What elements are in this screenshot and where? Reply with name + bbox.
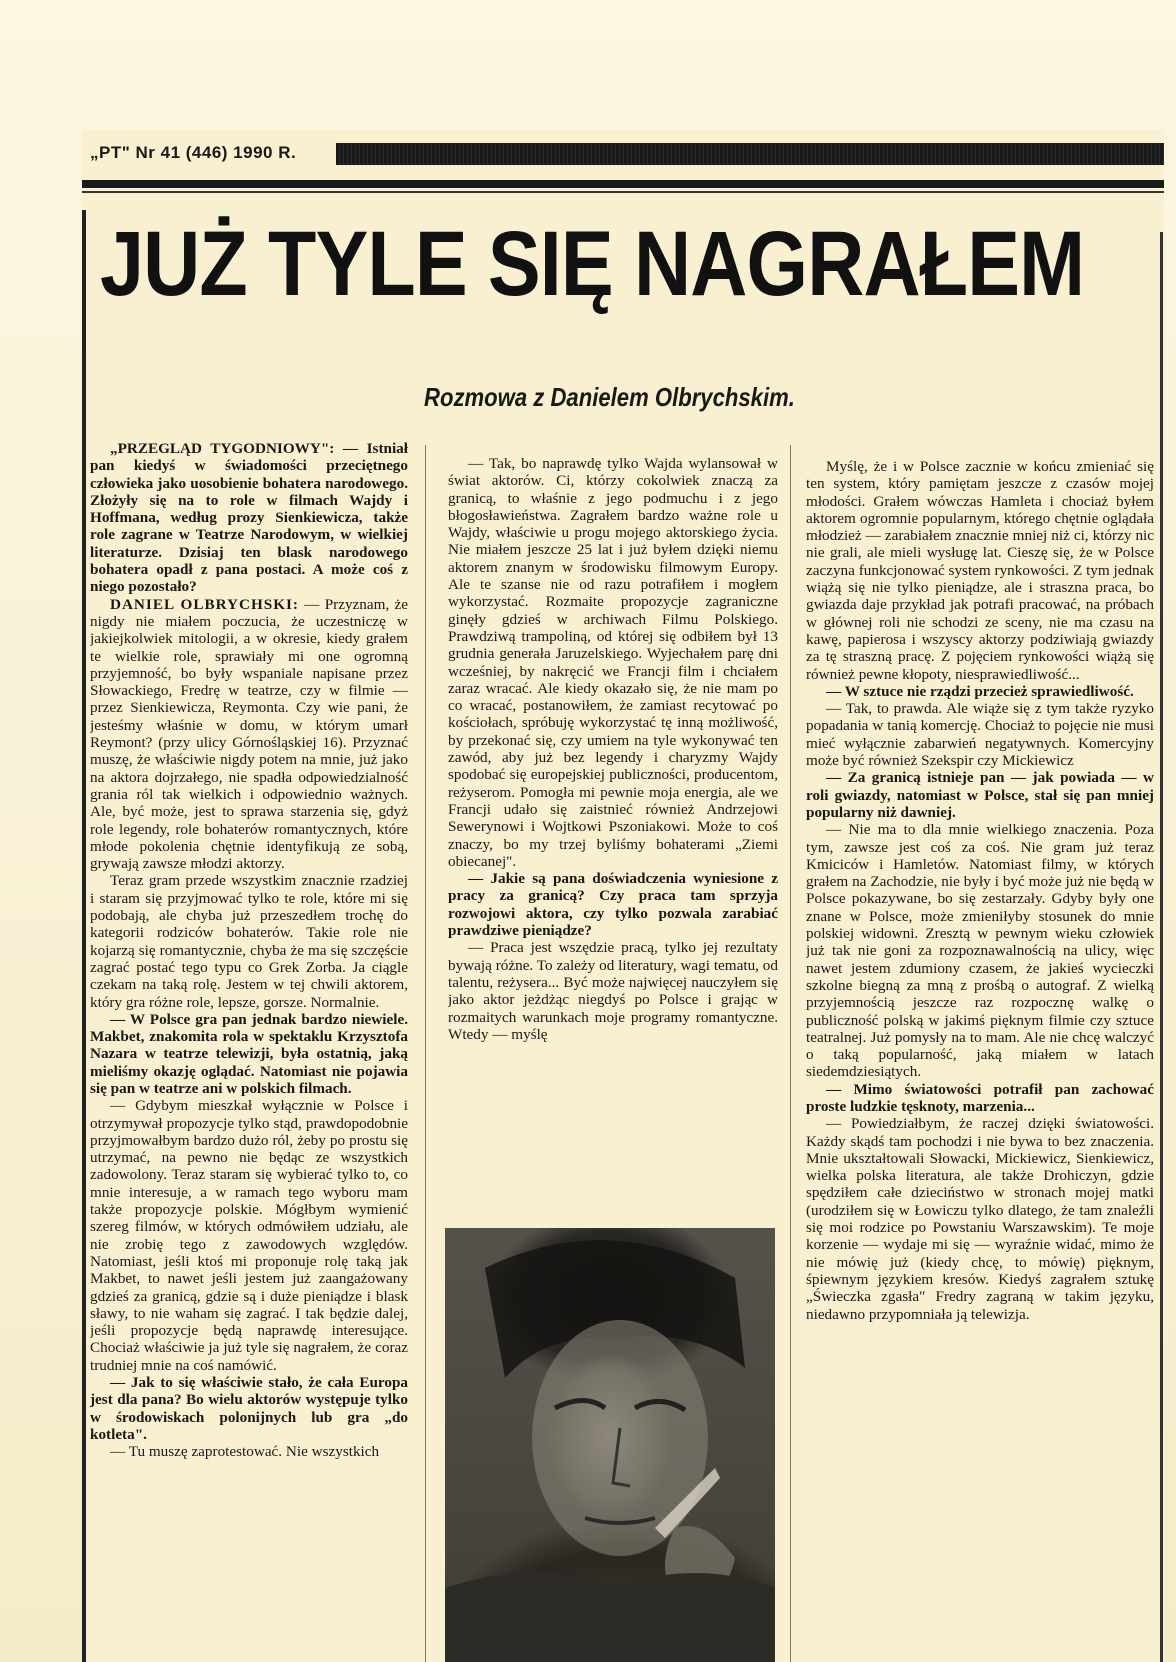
answer-4: — Praca jest wszędzie pracą, tylko jej rezultaty bywają różne. To zależy od literatury, wagi tematu, od talentu, reżysera... Być może najwięcej nauczyłem się jako aktor jeżdżąc niegdyś po Polsce i grając w rozmaitych warunkach moje programy romantyczne. Wtedy — myślę [448,939,778,1043]
speaker-name: DANIEL OLBRYCHSKI: [110,595,299,613]
question-7: — Mimo światowości potrafił pan zachować proste ludzkie tęsknoty, marzenia... [806,1080,1154,1115]
issue-line: „PT" Nr 41 (446) 1990 R. [90,143,297,162]
portrait-photo [445,1228,775,1662]
answer-5: — Tak, to prawda. Ale wiąże się z tym także ryzyko popadania w tanią komercję. Chociaż to pojęcie nie musi mieć wyłącznie zabarwień negatywnych. Komercyjny może być również Szekspir czy Mickiewicz [806,700,1154,770]
question-6: — Za granicą istnieje pan — jak powiada — w roli gwiazdy, natomiast w Polsce, stał się pan mniej popularny niż dawniej. [806,769,1154,821]
answer-6: — Nie ma to dla mnie wielkiego znaczenia. Poza tym, zawsze jest coś za coś. Nie gram już teraz Kmiciców i Hamletów. Natomiast filmy, w których grałem na Zachodzie, nie były i być może już nie będą w Polsce pokazywane, bo się zestarzały. Gdyby były one znane w Polsce, może zmieniłyby stosunek do mnie polskiej widowni. Zresztą w pewnym wieku człowiek już tak nie goni za rozpoznawalnością na ulicy, więc nawet jestem zdumiony czasem, że jakieś wycieczki szkolne biegną za mną z prośbą o autograf. Z wielką przyjemnością jeszcze raz rozpocznę walkę o publiczność polską w jakimś pięknym filmie czy sztuce teatralnej. Już pomysły na to mam. Ale nie chcę walczyć o taką popularność, jaką miałem w latach siedemdziesiątych. [806,821,1154,1081]
column-1 [90,440,408,1662]
question-4: — Jakie są pana doświadczenia wyniesione z pracy za granicą? Czy praca tam sprzyja rozwojowi aktora, czy tylko pozwala zarabiać prawdziwe pieniądze? [448,870,778,940]
answer-3: — Tu muszę zaprotestować. Nie wszystkich [110,1443,380,1461]
answer-7: — Powiedziałbym, że raczej dzięki światowości. Każdy skądś tam pochodzi i nie bywa to bez znaczenia. Mnie ukształtowali Słowacki, Mickiewicz, Sienkiewicz, wielka polska literatura, ale także Drohiczyn, gdzie spędziłem całe dzieciństwo w stronach mojej matki (urodziłem się w Łowiczu tylko dlatego, że tam znaleźli się moi rodzice po Powstaniu Warszawskim). Te moje korzenie — wydaje mi się — wyraźnie widać, mimo że nie mówię już (kiedy chcę, to mówię) pięknym, śpiewnym językiem kresów. Kiedyś zagrałem sztukę „Świeczka zgasła" Fredry zagraną w takim języku, niedawno przypomniała ją telewizja. [806,1115,1154,1323]
answer-1 [90,596,408,873]
article-headline: JUŻ TYLE SIĘ NAGRAŁEM [100,213,1085,315]
column-3 [806,458,1154,1662]
answer-2: — Gdybym mieszkał wyłącznie w Polsce i otrzymywał propozycje tylko stąd, prawdopodobnie przyjmowałbym bardzo dużo ról, żeby po prostu się utrzymać, na pewno nie będąc ze wszystkich zadowolony. Teraz staram się wybierać tylko to, co mnie interesuje, a w ramach tego wyboru mam także propozycje polskie. Mógłbym wymienić szereg filmów, w których odmówiłem udziału, ale nie zrobię tego z zawodowych względów. Natomiast, jeśli ktoś mi proponuje rolę taką jak Makbet, to nawet jeśli jestem już zaangażowany gdzieś za granicą, gdzie są i duże pieniądze i blask sławy, to nie waham się zagrać. I tak będzie dalej, jeśli propozycje będą naprawdę interesujące. Chociaż właściwie ja już tyle się nagrałem, że coraz trudniej mnie na coś namówić. [90,1097,408,1374]
column-divider [425,445,426,1662]
column-divider [790,445,791,1662]
right-border-rule [1160,232,1163,1662]
question-1: „PRZEGLĄD TYGODNIOWY": — Istniał pan kiedyś w świadomości przeciętnego człowieka jako uosobienie bohatera narodowego. Złożyły się na to role w filmach Wajdy i Hoffmana, według prozy Sienkiewicza, także role zagrane w Teatrze Narodowym, w wielkiej literaturze. Dzisiaj ten blask narodowego bohatera opadł z pana postaci. A może coś z niego pozostało? [90,440,408,596]
top-rule-thin [82,191,1164,193]
left-border-rule [82,210,86,1662]
column-2 [448,455,778,1217]
answer-3b: — Tak, bo naprawdę tylko Wajda wylansował w świat aktorów. Ci, którzy cokolwiek znaczą za granicą, to właśnie z jego podmuchu i z jego błogosławieństwa. Zagrałem bardzo ważne role u Wajdy, właściwie u progu mojego aktorskiego życia. Nie miałem jeszcze 25 lat i już byłem dzięki niemu aktorem znanym w środowisku filmowym Europy. Ale te szanse nie od razu potrafiłem i mogłem wykorzystać. Rozmaite propozycje zagraniczne ginęły gdzieś w archiwach Filmu Polskiego. Prawdziwą trampoliną, od której się odbiłem był 13 grudnia generała Jaruzelskiego. Wyjechałem parę dni wcześniej, by nakręcić we Francji film i chciałem zaraz wracać. Ale kiedy okazało się, że nie mam po co wracać, postanowiłem, że zamiast recytować po kościołach, spróbuję wykorzystać tę inną możliwość, by przekonać się, czy umiem na tyle wykonywać ten zawód, aby już bez legendy i charyzmy Wajdy spodobać się europejskiej publiczności, producentom, reżyserom. Pomogła mi pewnie moja energia, ale we Francji udało się zaistnieć również Andrzejowi Sewerynowi i Wojtkowi Pszoniakowi. Może to coś znaczy, bo my trzej byliśmy bohaterami „Ziemi obiecanej". [448,455,778,870]
top-rule [82,180,1164,188]
answer-1-text: — Przyznam, że nigdy nie miałem poczucia, że uczestniczę w jakiejkolwiek mitologii, a w okresie, kiedy grałem te wielkie role, sprawiały mi one ogromną przyjemność, bo były wspaniale napisane przez Słowackiego, Fredrę w teatrze, czy w filmie — przez Sienkiewicza, Reymonta. Czy wie pani, że jesteśmy właśnie w domu, w którym umarł Reymont? (przy ulicy Górnośląskiej 16). Przyznać muszę, że właściwie nigdy potem na mnie, już jako na aktora dojrzałego, nie spadła odpowiedzialność grania ról tak wielkich i odpowiednio ważnych. Ale, być może, jest to sprawa starzenia się, gdyż role legendy, role bohaterów romantycznych, które młode pokolenia chętnie identyfikują ze sobą, grywają zawsze młodzi aktorzy. [90,595,408,873]
question-5: — W sztuce nie rządzi przecież sprawiedliwość. [826,682,1134,700]
question-2: — W Polsce gra pan jednak bardzo niewiele. Makbet, znakomita rola w spektaklu Krzysztofa Nazara w teatrze telewizji, była ostatnią, jaką mieliśmy okazję oglądać. Natomiast nie pojawia się pan w teatrze ani w polskich filmach. [90,1010,408,1097]
masthead [90,143,1164,173]
portrait-photo-icon [445,1228,775,1662]
article-subtitle: Rozmowa z Danielem Olbrychskim. [424,382,795,412]
answer-1b: Teraz gram przede wszystkim znacznie rzadziej i staram się przyjmować tylko te role, które mi się podobają, ale chyba już przeszedłem trochę do kategorii rodziców bohaterów. Takie role nie kojarzą się romantycznie, chyba że ma się szczęście zagrać postać tego typu co Grek Zorba. Ja ciągle czekam na taką rolę. Jestem w tej chwili aktorem, który gra różne role, lepsze, gorsze. Normalnie. [90,872,408,1011]
question-3: — Jak to się właściwie stało, że cała Europa jest dla pana? Bo wielu aktorów występuje tylko w środowiskach polonijnych lub gra „do kotleta". [90,1374,408,1443]
masthead-bar [336,143,1164,165]
answer-4b: Myślę, że i w Polsce zacznie w końcu zmieniać się ten system, który pamiętam jeszcze z czasów mojej młodości. Grałem wówczas Hamleta i chociaż byłem aktorem ogromnie popularnym, którego chętnie oglądała młodzież — zarabiałem znacznie mniej niż ci, którzy nic nie grali, ale mieli wysługę lat. Cieszę się, że w Polsce zaczyna funkcjonować system rynkowości. Z tym jednak wiążą się nie tylko pieniądze, ale i straszna praca, bo gwiazda daje przykład jak potrafi pracować, na próbach w głównej roli nie schodzi ze sceny, nie ma czasu na kawę, papierosa i wszyscy aktorzy podziwiają gwiazdy za tę straszną pracę. Z pojęciem rynkowości wiążą się również pewne kłopoty, niesprawiedliwość... [806,458,1154,683]
